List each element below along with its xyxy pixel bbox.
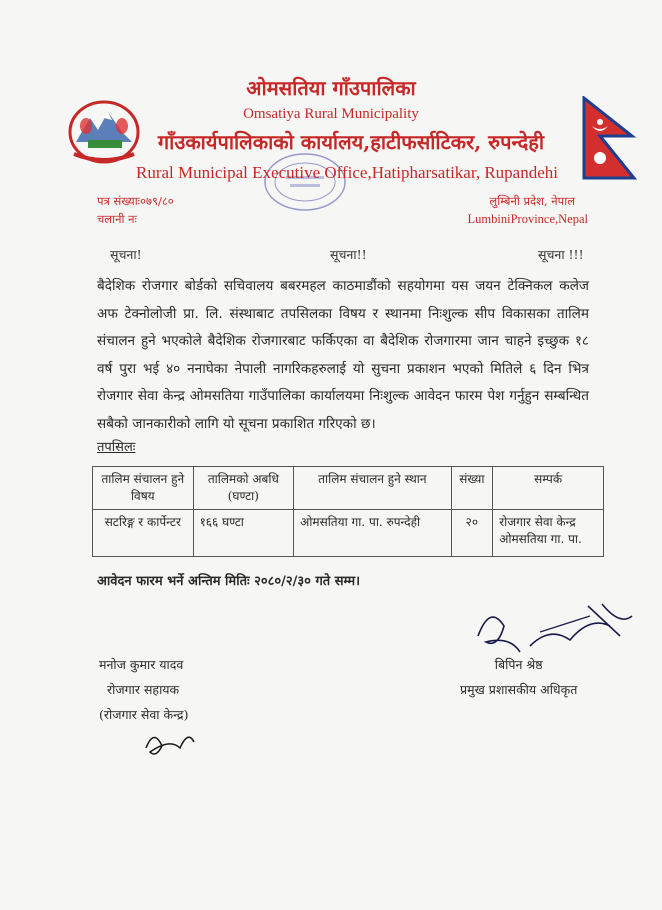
table-header-row (93, 467, 604, 510)
header-location: तालिम संचालन हुने स्थान (294, 467, 451, 510)
cell-location: ओमसतिया गा. पा. रुपन्देही (294, 510, 451, 557)
office-name-english: Rural Municipal Executive Office,Hatipharsatikar, Rupandehi (136, 163, 558, 182)
signatory-right-title: प्रमुख प्रशासकीय अधिकृत (460, 682, 578, 697)
application-deadline: आवेदन फारम भर्ने अन्तिम मितिः २०८०/२/३० गते सम्म। (97, 574, 361, 589)
training-table (92, 466, 604, 557)
notice-label-2: सूचना!! (330, 247, 367, 262)
reference-number: पत्र संख्याः०७९/८० (97, 194, 174, 208)
signatory-right-name: बिपिन श्रेष्ठ (494, 657, 543, 672)
notice-label-1: सूचना! (110, 247, 142, 262)
cell-duration: १६६ घण्टा (193, 510, 294, 557)
cell-count: २० (451, 510, 493, 557)
signature-left-icon (140, 718, 200, 764)
table-row (93, 510, 604, 557)
cell-contact: रोजगार सेवा केन्द्र ओमसतिया गा. पा. (493, 510, 604, 557)
details-heading: तपसिलः (97, 440, 136, 455)
header-subject: तालिम संचालन हुने विषय (93, 467, 194, 510)
signatory-left-name: मनोज कुमार यादव (99, 657, 184, 672)
province-nepali: लुम्बिनी प्रदेश, नेपाल (489, 194, 575, 208)
signatory-left-unit: (रोजगार सेवा केन्द्र) (99, 707, 189, 722)
dispatch-number: चलानी नः (97, 212, 137, 226)
municipality-name-english: Omsatiya Rural Municipality (243, 106, 419, 122)
office-name-nepali: गाँउकार्यपालिकाको कार्यालय,हाटीफर्साटिकर, रुपन्देही (157, 130, 545, 154)
header-duration: तालिमको अबधि (घण्टा) (193, 467, 294, 510)
notice-label-3: सूचना !!! (538, 247, 584, 262)
municipality-name-nepali: ओमसतिया गाँउपालिका (246, 76, 416, 100)
header-count: संख्या (451, 467, 493, 510)
province-english: LumbiniProvince,Nepal (467, 212, 588, 226)
header-contact: सम्पर्क (493, 467, 604, 510)
signatory-right (460, 652, 577, 702)
signatory-left-title: रोजगार सहायक (107, 682, 180, 697)
cell-subject: सटरिङ्ग र कार्पेन्टर (93, 510, 194, 557)
notice-body: बैदेशिक रोजगार बोर्डको सचिवालय बबरमहल काठमाडौंको सहयोगमा यस जयन टेक्निकल कलेज अफ टेक्नोलोजी प्रा. लि. संस्थाबाट तपसिलका विषय र स्थानमा निःशुल्क सीप विकासका तालिम संचालन हुने भएकोले बैदेशिक रोजगारबाट फर्किएका वा बैदेशिक रोजगारमा जान चाहने इच्छुक १८ वर्ष पुरा भई ४० ननाघेका नेपाली नागरिकहरुलाई यो सुचना प्रकाशन भएको मितिले ६ दिन भित्र रोजगार सेवा केन्द्र ओमसतिया गाउँपालिका कार्यालयमा निःशुल्क आवेदन फारम पेश गर्नुहुन सम्बन्धित सबैको जानकारीको लागि यो सूचना प्रकाशित गरिएको छ। (97, 278, 589, 432)
signatory-left (99, 652, 188, 727)
